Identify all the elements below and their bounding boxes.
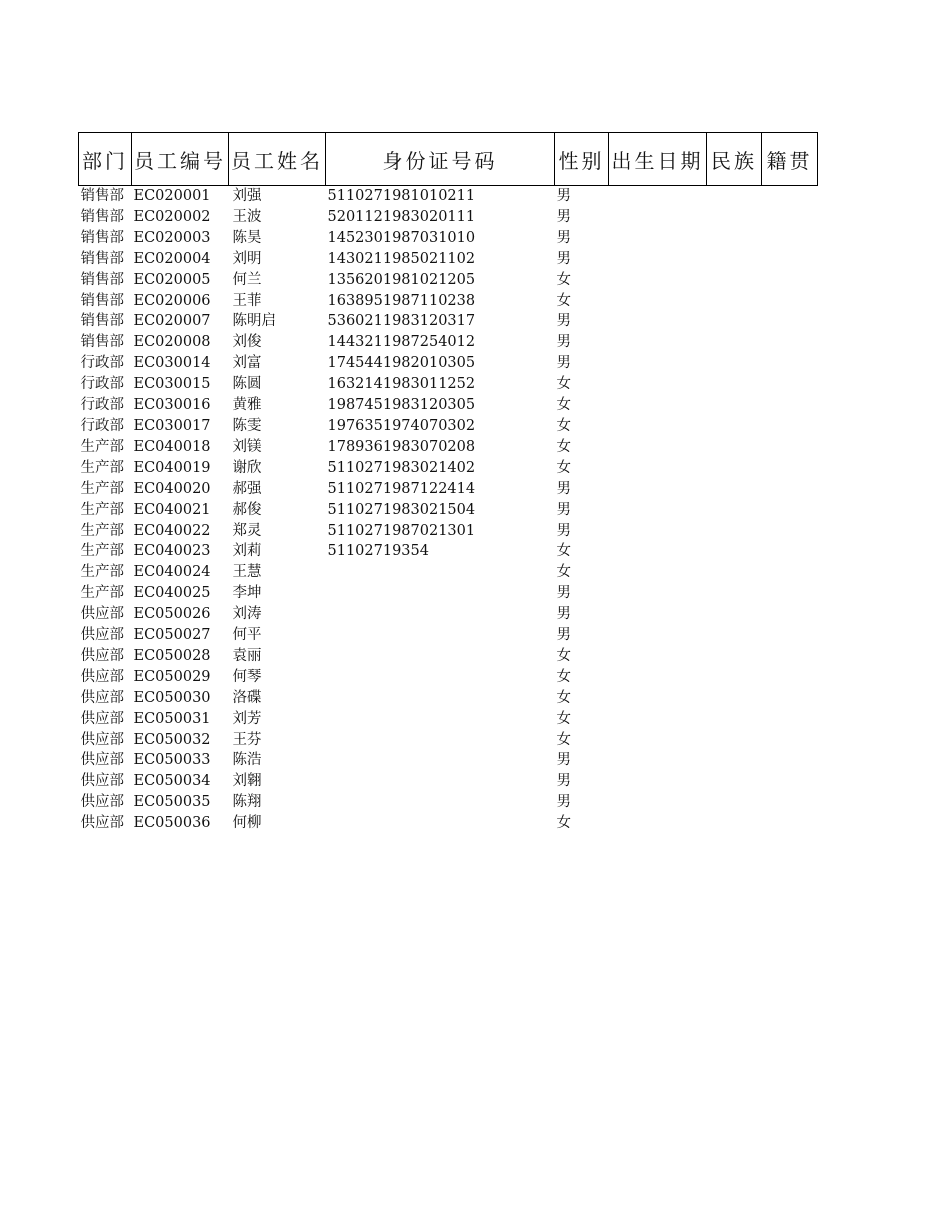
ethnicity-cell[interactable] <box>707 709 762 730</box>
ethnicity-cell[interactable] <box>707 311 762 332</box>
employee-id-cell[interactable]: EC040019 <box>133 459 211 476</box>
native-place-cell[interactable] <box>762 332 818 353</box>
table-row <box>79 500 818 521</box>
department-cell[interactable]: 销售部 <box>80 229 124 246</box>
ethnicity-cell[interactable] <box>707 667 762 688</box>
gender-cell[interactable]: 女 <box>556 564 571 581</box>
native-place-cell[interactable] <box>762 730 818 751</box>
table-row <box>79 458 818 479</box>
table-row <box>79 186 818 207</box>
employee-id-cell[interactable]: EC020005 <box>133 271 211 288</box>
birth-date-cell[interactable] <box>609 311 707 332</box>
table-row <box>79 374 818 395</box>
department-cell[interactable]: 行政部 <box>80 376 124 393</box>
id-card-cell[interactable]: 1987451983120305 <box>327 397 476 414</box>
native-place-cell[interactable] <box>762 562 818 583</box>
gender-cell[interactable]: 男 <box>556 773 571 790</box>
gender-cell[interactable]: 男 <box>556 313 571 330</box>
employee-name-cell[interactable]: 王芬 <box>232 731 262 748</box>
employee-name-cell[interactable]: 刘莉 <box>232 543 262 560</box>
employee-name-cell[interactable]: 何柳 <box>232 815 262 832</box>
birth-date-cell[interactable] <box>609 249 707 270</box>
id-card-cell[interactable]: 5110271987122414 <box>327 480 476 497</box>
department-cell[interactable]: 供应部 <box>80 731 124 748</box>
header-gender[interactable]: 性别 <box>555 133 609 186</box>
native-place-cell[interactable] <box>762 291 818 312</box>
department-cell[interactable]: 生产部 <box>80 522 124 539</box>
ethnicity-cell[interactable] <box>707 395 762 416</box>
id-card-cell[interactable]: 5110271983021402 <box>327 459 476 476</box>
gender-cell[interactable]: 男 <box>556 627 571 644</box>
ethnicity-cell[interactable] <box>707 416 762 437</box>
native-place-cell[interactable] <box>762 353 818 374</box>
birth-date-cell[interactable] <box>609 270 707 291</box>
department-cell[interactable]: 供应部 <box>80 794 124 811</box>
table-row <box>79 604 818 625</box>
gender-cell[interactable]: 男 <box>556 229 571 246</box>
gender-cell[interactable]: 女 <box>556 292 571 309</box>
birth-date-cell[interactable] <box>609 416 707 437</box>
ethnicity-cell[interactable] <box>707 604 762 625</box>
header-ethnicity[interactable]: 民族 <box>707 133 762 186</box>
department-cell[interactable]: 生产部 <box>80 459 124 476</box>
header-employee-id[interactable]: 员工编号 <box>132 133 229 186</box>
employee-id-cell[interactable]: EC020008 <box>133 334 211 351</box>
header-native-place[interactable]: 籍贯 <box>762 133 818 186</box>
gender-cell[interactable]: 男 <box>556 752 571 769</box>
ethnicity-cell[interactable] <box>707 562 762 583</box>
table-row <box>79 667 818 688</box>
employee-id-cell[interactable]: EC050032 <box>133 731 211 748</box>
gender-cell[interactable]: 女 <box>556 271 571 288</box>
header-id-card[interactable]: 身份证号码 <box>326 133 555 186</box>
department-cell[interactable]: 生产部 <box>80 480 124 497</box>
birth-date-cell[interactable] <box>609 792 707 813</box>
gender-cell[interactable]: 男 <box>556 501 571 518</box>
header-row <box>79 133 818 186</box>
birth-date-cell[interactable] <box>609 541 707 562</box>
employee-id-cell[interactable]: EC050031 <box>133 710 211 727</box>
table-row <box>79 332 818 353</box>
employee-name-cell[interactable]: 陈雯 <box>232 417 262 434</box>
gender-cell[interactable]: 女 <box>556 647 571 664</box>
ethnicity-cell[interactable] <box>707 771 762 792</box>
table-row <box>79 228 818 249</box>
employee-id-cell[interactable]: EC050029 <box>133 668 211 685</box>
employee-id-cell[interactable]: EC040020 <box>133 480 211 497</box>
id-card-cell[interactable] <box>326 792 555 813</box>
ethnicity-cell[interactable] <box>707 792 762 813</box>
employee-name-cell[interactable]: 刘芳 <box>232 710 262 727</box>
ethnicity-cell[interactable] <box>707 750 762 771</box>
native-place-cell[interactable] <box>762 792 818 813</box>
birth-date-cell[interactable] <box>609 353 707 374</box>
department-cell[interactable]: 供应部 <box>80 815 124 832</box>
id-card-cell[interactable] <box>326 604 555 625</box>
department-cell[interactable]: 供应部 <box>80 689 124 706</box>
ethnicity-cell[interactable] <box>707 688 762 709</box>
ethnicity-cell[interactable] <box>707 332 762 353</box>
table-row <box>79 792 818 813</box>
native-place-cell[interactable] <box>762 625 818 646</box>
employee-id-cell[interactable]: EC050034 <box>133 773 211 790</box>
employee-name-cell[interactable]: 王慧 <box>232 564 262 581</box>
department-cell[interactable]: 供应部 <box>80 710 124 727</box>
native-place-cell[interactable] <box>762 667 818 688</box>
header-birth-date[interactable]: 出生日期 <box>609 133 707 186</box>
department-cell[interactable]: 生产部 <box>80 543 124 560</box>
table-row <box>79 521 818 542</box>
ethnicity-cell[interactable] <box>707 730 762 751</box>
birth-date-cell[interactable] <box>609 500 707 521</box>
ethnicity-cell[interactable] <box>707 479 762 500</box>
employee-name-cell[interactable]: 陈浩 <box>232 752 262 769</box>
birth-date-cell[interactable] <box>609 750 707 771</box>
native-place-cell[interactable] <box>762 479 818 500</box>
native-place-cell[interactable] <box>762 374 818 395</box>
table-row <box>79 562 818 583</box>
native-place-cell[interactable] <box>762 270 818 291</box>
gender-cell[interactable]: 男 <box>556 355 571 372</box>
table-row <box>79 688 818 709</box>
native-place-cell[interactable] <box>762 395 818 416</box>
id-card-cell[interactable]: 5201121983020111 <box>327 208 476 225</box>
employee-id-cell[interactable]: EC030015 <box>133 376 211 393</box>
employee-id-cell[interactable]: EC020006 <box>133 292 211 309</box>
employee-name-cell[interactable]: 刘明 <box>232 250 262 267</box>
employee-name-cell[interactable]: 王菲 <box>232 292 262 309</box>
employee-name-cell[interactable]: 郑灵 <box>232 522 262 539</box>
employee-name-cell[interactable]: 刘富 <box>232 355 262 372</box>
table-row <box>79 750 818 771</box>
employee-name-cell[interactable]: 陈昊 <box>232 229 262 246</box>
gender-cell[interactable]: 女 <box>556 459 571 476</box>
employee-id-cell[interactable]: EC020001 <box>133 188 211 204</box>
birth-date-cell[interactable] <box>609 730 707 751</box>
table-row <box>79 395 818 416</box>
table-row <box>79 771 818 792</box>
department-cell[interactable]: 销售部 <box>80 271 124 288</box>
ethnicity-cell[interactable] <box>707 270 762 291</box>
gender-cell[interactable]: 男 <box>556 606 571 623</box>
birth-date-cell[interactable] <box>609 604 707 625</box>
ethnicity-cell[interactable] <box>707 583 762 604</box>
id-card-cell[interactable] <box>326 688 555 709</box>
native-place-cell[interactable] <box>762 604 818 625</box>
table-row <box>79 270 818 291</box>
table-row <box>79 730 818 751</box>
native-place-cell[interactable] <box>762 646 818 667</box>
employee-id-cell[interactable]: EC040021 <box>133 501 211 518</box>
department-cell[interactable]: 供应部 <box>80 606 124 623</box>
department-cell[interactable]: 供应部 <box>80 773 124 790</box>
native-place-cell[interactable] <box>762 207 818 228</box>
birth-date-cell[interactable] <box>609 667 707 688</box>
employee-name-cell[interactable]: 刘镁 <box>232 438 262 455</box>
employee-name-cell[interactable]: 刘强 <box>232 188 262 204</box>
department-cell[interactable]: 销售部 <box>80 292 124 309</box>
birth-date-cell[interactable] <box>609 521 707 542</box>
id-card-cell[interactable]: 5110271981010211 <box>327 188 476 204</box>
employee-name-cell[interactable]: 刘涛 <box>232 606 262 623</box>
employee-id-cell[interactable]: EC050027 <box>133 627 211 644</box>
department-cell[interactable]: 供应部 <box>80 647 124 664</box>
employee-name-cell[interactable]: 陈翔 <box>232 794 262 811</box>
ethnicity-cell[interactable] <box>707 249 762 270</box>
native-place-cell[interactable] <box>762 750 818 771</box>
gender-cell[interactable]: 男 <box>556 522 571 539</box>
gender-cell[interactable]: 男 <box>556 585 571 602</box>
department-cell[interactable]: 销售部 <box>80 334 124 351</box>
employee-id-cell[interactable]: EC050033 <box>133 752 211 769</box>
department-cell[interactable]: 销售部 <box>80 313 124 330</box>
employee-id-cell[interactable]: EC030014 <box>133 355 211 372</box>
birth-date-cell[interactable] <box>609 458 707 479</box>
employee-name-cell[interactable]: 谢欣 <box>232 459 262 476</box>
id-card-cell[interactable] <box>326 625 555 646</box>
birth-date-cell[interactable] <box>609 813 707 834</box>
employee-name-cell[interactable]: 刘俊 <box>232 334 262 351</box>
birth-date-cell[interactable] <box>609 688 707 709</box>
gender-cell[interactable]: 女 <box>556 668 571 685</box>
department-cell[interactable]: 供应部 <box>80 627 124 644</box>
employee-name-cell[interactable]: 袁丽 <box>232 647 262 664</box>
employee-name-cell[interactable]: 黄雅 <box>232 397 262 414</box>
native-place-cell[interactable] <box>762 458 818 479</box>
native-place-cell[interactable] <box>762 771 818 792</box>
department-cell[interactable]: 生产部 <box>80 564 124 581</box>
ethnicity-cell[interactable] <box>707 458 762 479</box>
ethnicity-cell[interactable] <box>707 353 762 374</box>
employee-name-cell[interactable]: 陈圆 <box>232 376 262 393</box>
id-card-cell[interactable]: 1430211985021102 <box>327 250 476 267</box>
birth-date-cell[interactable] <box>609 395 707 416</box>
native-place-cell[interactable] <box>762 521 818 542</box>
employee-id-cell[interactable]: EC020007 <box>133 313 211 330</box>
ethnicity-cell[interactable] <box>707 521 762 542</box>
gender-cell[interactable]: 男 <box>556 250 571 267</box>
ethnicity-cell[interactable] <box>707 291 762 312</box>
employee-id-cell[interactable]: EC040018 <box>133 438 211 455</box>
table-row <box>79 709 818 730</box>
table-row <box>79 625 818 646</box>
birth-date-cell[interactable] <box>609 207 707 228</box>
employee-name-cell[interactable]: 何兰 <box>232 271 262 288</box>
table-row <box>79 583 818 604</box>
birth-date-cell[interactable] <box>609 646 707 667</box>
department-cell[interactable]: 生产部 <box>80 585 124 602</box>
gender-cell[interactable]: 男 <box>556 794 571 811</box>
department-cell[interactable]: 供应部 <box>80 752 124 769</box>
header-department[interactable]: 部门 <box>79 133 132 186</box>
birth-date-cell[interactable] <box>609 709 707 730</box>
employee-name-cell[interactable]: 郝俊 <box>232 501 262 518</box>
employee-name-cell[interactable]: 郝强 <box>232 480 262 497</box>
id-card-cell[interactable] <box>326 562 555 583</box>
department-cell[interactable]: 销售部 <box>80 208 124 225</box>
native-place-cell[interactable] <box>762 688 818 709</box>
header-employee-name[interactable]: 员工姓名 <box>229 133 326 186</box>
id-card-cell[interactable]: 1976351974070302 <box>327 417 476 434</box>
table-row <box>79 249 818 270</box>
table-row <box>79 646 818 667</box>
birth-date-cell[interactable] <box>609 228 707 249</box>
id-card-cell[interactable]: 1632141983011252 <box>327 376 476 393</box>
ethnicity-cell[interactable] <box>707 541 762 562</box>
ethnicity-cell[interactable] <box>707 813 762 834</box>
employee-name-cell[interactable]: 何平 <box>232 627 262 644</box>
ethnicity-cell[interactable] <box>707 374 762 395</box>
employee-id-cell[interactable]: EC040024 <box>133 564 211 581</box>
ethnicity-cell[interactable] <box>707 646 762 667</box>
employee-id-cell[interactable]: EC050026 <box>133 606 211 623</box>
id-card-cell[interactable] <box>326 750 555 771</box>
department-cell[interactable]: 销售部 <box>80 188 124 204</box>
employee-id-cell[interactable]: EC050035 <box>133 794 211 811</box>
employee-id-cell[interactable]: EC050030 <box>133 689 211 706</box>
id-card-cell[interactable] <box>326 709 555 730</box>
ethnicity-cell[interactable] <box>707 207 762 228</box>
employee-sheet <box>78 132 818 834</box>
id-card-cell[interactable]: 5110271983021504 <box>327 501 476 518</box>
employee-name-cell[interactable]: 李坤 <box>232 585 262 602</box>
employee-id-cell[interactable]: EC050036 <box>133 815 211 832</box>
id-card-cell[interactable] <box>326 667 555 688</box>
gender-cell[interactable]: 女 <box>556 731 571 748</box>
birth-date-cell[interactable] <box>609 562 707 583</box>
gender-cell[interactable]: 男 <box>556 188 571 204</box>
id-card-cell[interactable] <box>326 771 555 792</box>
id-card-cell[interactable]: 5110271987021301 <box>327 522 476 539</box>
employee-id-cell[interactable]: EC030016 <box>133 397 211 414</box>
birth-date-cell[interactable] <box>609 437 707 458</box>
birth-date-cell[interactable] <box>609 625 707 646</box>
gender-cell[interactable]: 男 <box>556 208 571 225</box>
table-row <box>79 437 818 458</box>
department-cell[interactable]: 生产部 <box>80 501 124 518</box>
table-row <box>79 207 818 228</box>
employee-name-cell[interactable]: 何琴 <box>232 668 262 685</box>
ethnicity-cell[interactable] <box>707 625 762 646</box>
native-place-cell[interactable] <box>762 437 818 458</box>
ethnicity-cell[interactable] <box>707 186 762 207</box>
table-row <box>79 479 818 500</box>
employee-id-cell[interactable]: EC020004 <box>133 250 211 267</box>
birth-date-cell[interactable] <box>609 186 707 207</box>
birth-date-cell[interactable] <box>609 583 707 604</box>
gender-cell[interactable]: 男 <box>556 480 571 497</box>
table-row <box>79 353 818 374</box>
department-cell[interactable]: 销售部 <box>80 250 124 267</box>
id-card-cell[interactable] <box>326 813 555 834</box>
department-cell[interactable]: 供应部 <box>80 668 124 685</box>
native-place-cell[interactable] <box>762 249 818 270</box>
employee-id-cell[interactable]: EC040023 <box>133 543 211 560</box>
gender-cell[interactable]: 女 <box>556 376 571 393</box>
native-place-cell[interactable] <box>762 583 818 604</box>
employee-id-cell[interactable]: EC040025 <box>133 585 211 602</box>
native-place-cell[interactable] <box>762 311 818 332</box>
id-card-cell[interactable]: 1789361983070208 <box>327 438 476 455</box>
table-row <box>79 311 818 332</box>
gender-cell[interactable]: 女 <box>556 710 571 727</box>
native-place-cell[interactable] <box>762 500 818 521</box>
birth-date-cell[interactable] <box>609 374 707 395</box>
ethnicity-cell[interactable] <box>707 228 762 249</box>
department-cell[interactable]: 生产部 <box>80 438 124 455</box>
employee-name-cell[interactable]: 王波 <box>232 208 262 225</box>
employee-id-cell[interactable]: EC030017 <box>133 417 211 434</box>
birth-date-cell[interactable] <box>609 771 707 792</box>
id-card-cell[interactable] <box>326 646 555 667</box>
gender-cell[interactable]: 男 <box>556 334 571 351</box>
department-cell[interactable]: 行政部 <box>80 355 124 372</box>
employee-id-cell[interactable]: EC020003 <box>133 229 211 246</box>
gender-cell[interactable]: 女 <box>556 438 571 455</box>
id-card-cell[interactable]: 1443211987254012 <box>327 334 476 351</box>
employee-name-cell[interactable]: 洛碟 <box>232 689 262 706</box>
department-cell[interactable]: 行政部 <box>80 417 124 434</box>
gender-cell[interactable]: 女 <box>556 417 571 434</box>
employee-id-cell[interactable]: EC050028 <box>133 647 211 664</box>
table-row <box>79 291 818 312</box>
employee-id-cell[interactable]: EC020002 <box>133 208 211 225</box>
id-card-cell[interactable] <box>326 730 555 751</box>
employee-name-cell[interactable]: 刘翱 <box>232 773 262 790</box>
native-place-cell[interactable] <box>762 709 818 730</box>
native-place-cell[interactable] <box>762 813 818 834</box>
id-card-cell[interactable]: 1452301987031010 <box>327 229 476 246</box>
ethnicity-cell[interactable] <box>707 437 762 458</box>
id-card-cell[interactable]: 1356201981021205 <box>327 271 476 288</box>
native-place-cell[interactable] <box>762 541 818 562</box>
id-card-cell[interactable]: 5360211983120317 <box>327 313 476 330</box>
table-row <box>79 416 818 437</box>
native-place-cell[interactable] <box>762 228 818 249</box>
id-card-cell[interactable]: 51102719354 <box>327 543 429 560</box>
employee-name-cell[interactable]: 陈明启 <box>232 313 276 330</box>
gender-cell[interactable]: 女 <box>556 543 571 560</box>
id-card-cell[interactable]: 1638951987110238 <box>327 292 476 309</box>
id-card-cell[interactable] <box>326 583 555 604</box>
employee-id-cell[interactable]: EC040022 <box>133 522 211 539</box>
employee-table <box>78 132 818 834</box>
department-cell[interactable]: 行政部 <box>80 397 124 414</box>
native-place-cell[interactable] <box>762 416 818 437</box>
birth-date-cell[interactable] <box>609 291 707 312</box>
native-place-cell[interactable] <box>762 186 818 207</box>
gender-cell[interactable]: 女 <box>556 397 571 414</box>
table-row <box>79 813 818 834</box>
birth-date-cell[interactable] <box>609 479 707 500</box>
gender-cell[interactable]: 女 <box>556 815 571 832</box>
ethnicity-cell[interactable] <box>707 500 762 521</box>
id-card-cell[interactable]: 1745441982010305 <box>327 355 476 372</box>
table-row <box>79 541 818 562</box>
gender-cell[interactable]: 女 <box>556 689 571 706</box>
birth-date-cell[interactable] <box>609 332 707 353</box>
